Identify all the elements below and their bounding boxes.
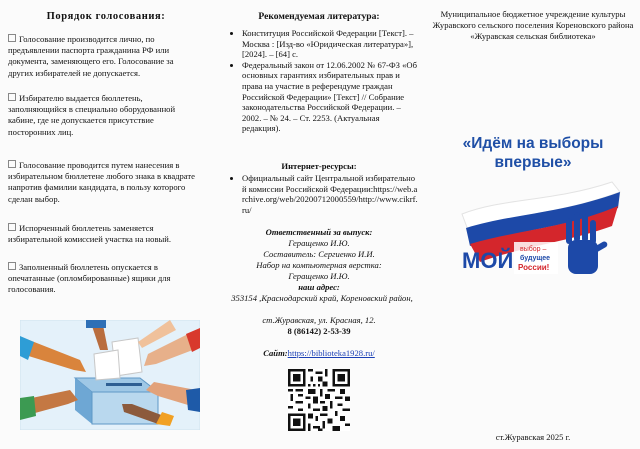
address-line-1: 353154 ,Краснодарский край, Кореновский район, — [231, 293, 413, 303]
website-line — [212, 348, 426, 359]
typesetting-label: Набор на компьютерная верстка: — [256, 260, 382, 270]
qr-code[interactable] — [288, 369, 350, 431]
voting-procedure-column — [0, 0, 212, 449]
address-label: наш адрес: — [298, 282, 340, 292]
checkbox-icon — [8, 93, 16, 101]
cover-column — [426, 0, 640, 449]
internet-resources-heading: Интернет-ресурсы: — [281, 161, 357, 171]
literature-item-2: • Федеральный закон от 12.06.2002 № 67-ФЗ «Об основных гарантиях избирательных прав и права на участие в референдуме граждан Российской Федерации» [Текст] // Собрание законодательства Российской Федерации. – 2002. – № 24. – Ст. 2253. (Актуальная редакция). — [242, 60, 418, 134]
logo-line-3: России! — [518, 263, 550, 272]
compiler-line: Составитель: Сергиенко И.И. — [263, 249, 375, 259]
checkbox-icon — [8, 262, 16, 270]
literature-column — [212, 0, 426, 449]
checkbox-icon — [8, 160, 16, 168]
literature-item-1: • Конституция Российской Федерации [Текст]. – Москва : [Изд-во «Юридическая литература»], [2024]. – [64] с. — [242, 28, 418, 60]
responsible-label: Ответственный за выпуск: — [265, 227, 373, 237]
procedure-paragraph-1: Голосование производится лично, по предъявлении паспорта гражданина РФ или документа, заменяющего его. Голосование за других избирателей не допускается. — [8, 34, 174, 78]
city-year: ст.Журавская 2025 г. — [495, 432, 571, 442]
logo-line-2: будущее — [520, 255, 551, 262]
ballot-box-illustration — [20, 320, 200, 430]
logo-word: МОЙ — [462, 248, 514, 273]
organization-name: Муниципальное бюджетное учреждение культуры Журавского сельского поселения Кореновского района «Журавская сельская библиотека» — [432, 9, 634, 41]
procedure-paragraph-4: Испорченный бюллетень заменяется избирательной комиссией участка на новый. — [8, 223, 172, 245]
logo-line-1: выбор – — [520, 246, 547, 253]
typesetting-name: Геращенко И.Ю. — [288, 271, 350, 281]
internet-resource-item: • Официальный сайт Центральной избирательной комиссии Российской Федерации:https://web.archive.org/web/20200712000559/http://www.cikrf.ru/ — [242, 173, 418, 215]
internet-resources-list — [230, 173, 418, 215]
literature-heading: Рекомендуемая литература: — [258, 11, 380, 22]
procedure-paragraph-5: Заполненный бюллетень опускается в опечатанные (опломбированные) ящики для голосования. — [8, 262, 171, 295]
procedure-paragraph-3: Голосование проводится путем нанесения в избирательном бюллетене любого знака в квадрате напротив фамилии кандидата, в пользу которого сделан выбор. — [8, 160, 195, 204]
phone-number: 8 (86142) 2-53-39 — [287, 326, 351, 336]
responsible-name: Геращенко И.Ю. — [288, 238, 350, 248]
voting-procedure-heading: Порядок голосования: — [46, 11, 166, 22]
website-label: Сайт: — [263, 348, 288, 358]
brochure-title — [426, 134, 640, 172]
literature-list — [230, 28, 418, 134]
procedure-paragraph-2: Избирателю выдается бюллетень, заполняющийся в специально оборудованной кабине, где не допускается присутствие посторонних лиц. — [8, 93, 176, 137]
address-line-2: ст.Журавская, ул. Красная, 12. — [262, 315, 376, 325]
checkbox-icon — [8, 223, 16, 231]
title-line-1: «Идём на выборы — [462, 135, 604, 152]
website-link[interactable]: https://biblioteka1928.ru/ — [287, 348, 375, 358]
election-logo — [452, 180, 622, 280]
checkbox-icon — [8, 34, 16, 42]
title-line-2: впервые» — [494, 154, 572, 171]
